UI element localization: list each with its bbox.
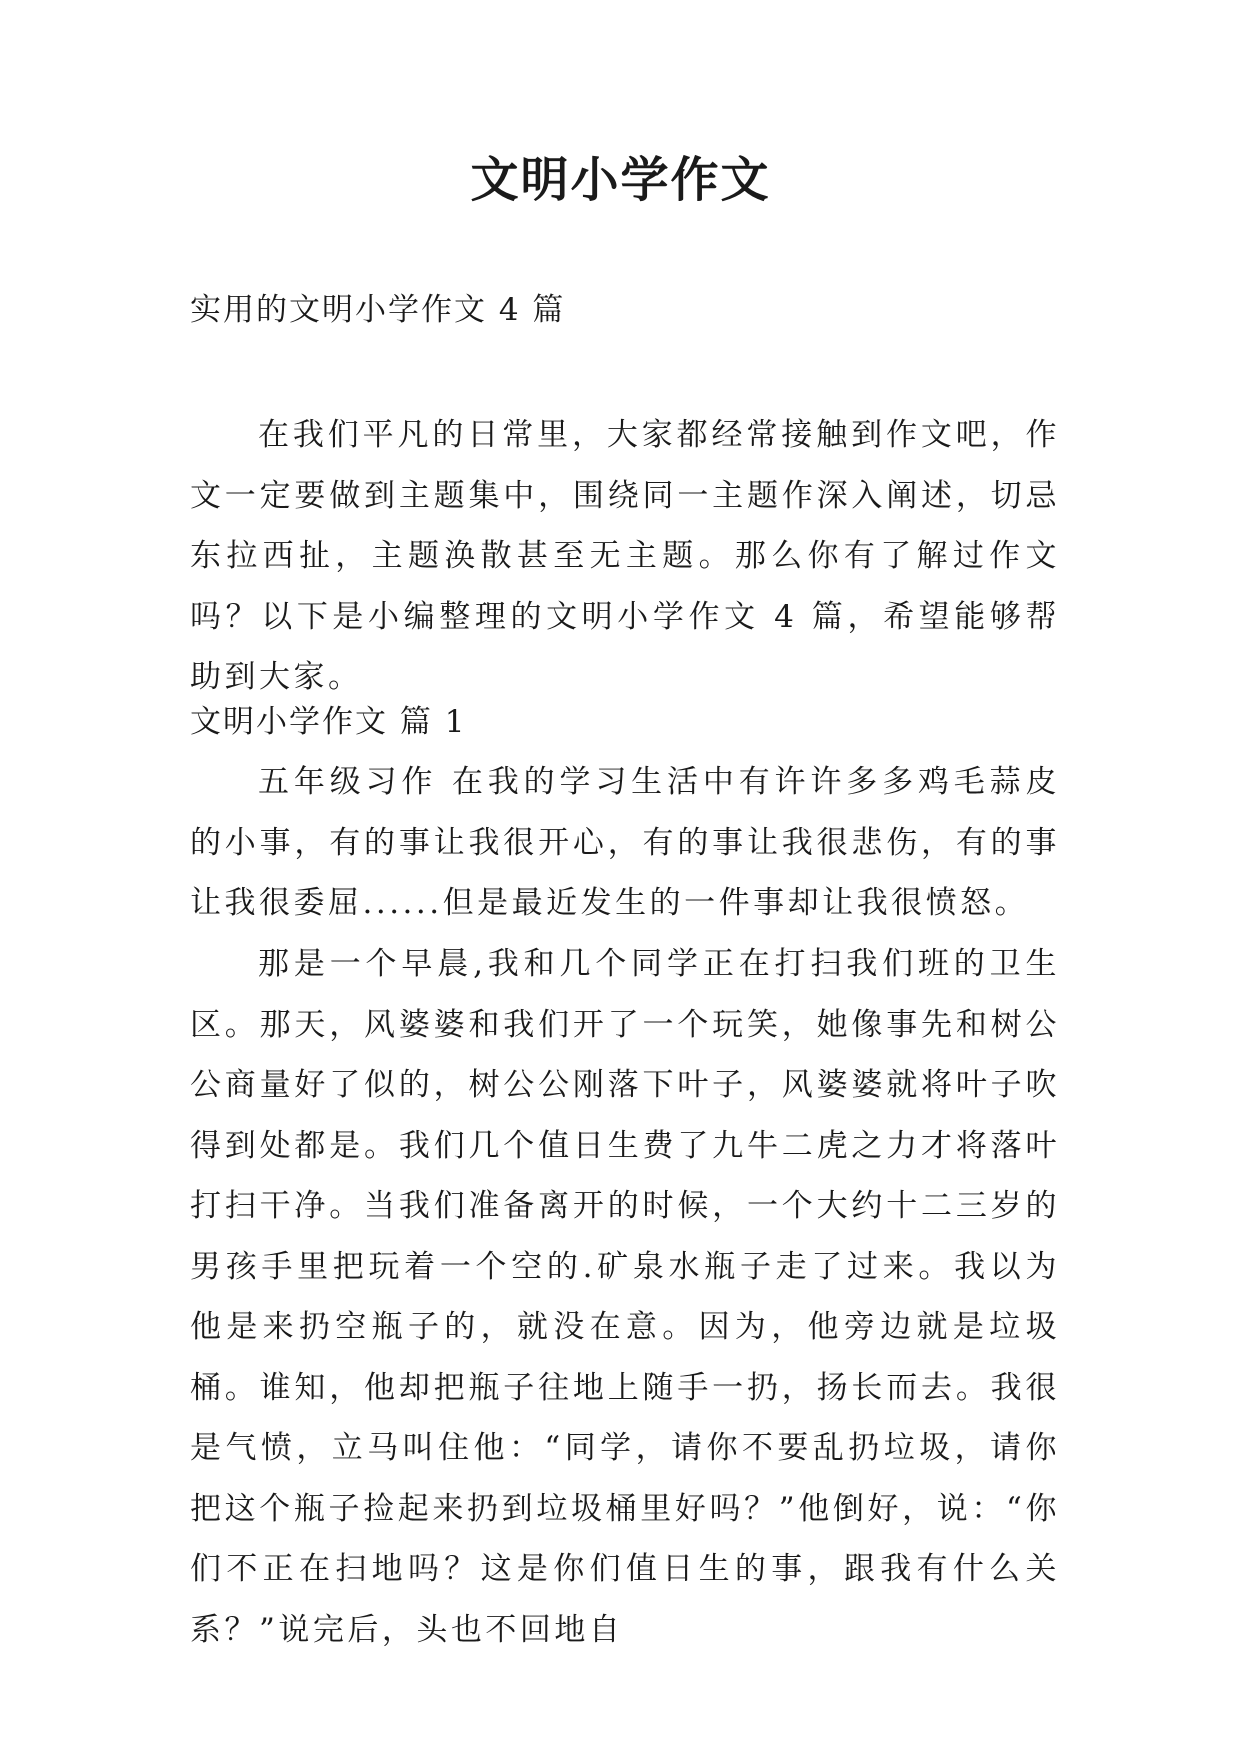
document-subtitle: 实用的文明小学作文 4 篇 <box>190 292 566 328</box>
document-title: 文明小学作文 <box>470 152 771 208</box>
intro-paragraph: 在我们平凡的日常里，大家都经常接触到作文吧，作文一定要做到主题集中，围绕同一主题作深入阐述，切忌东拉西扯，主题涣散甚至无主题。那么你有了解过作文吗？以下是小编整理的文明小学作文 4 篇，希望能够帮助到大家。 <box>190 417 1060 695</box>
body-paragraph-2: 那是一个早晨,我和几个同学正在打扫我们班的卫生区。那天，风婆婆和我们开了一个玩笑，她像事先和树公公商量好了似的，树公公刚落下叶子，风婆婆就将叶子吹得到处都是。我们几个值日生费了九牛二虎之力才将落叶打扫干净。当我们准备离开的时候，一个大约十二三岁的男孩手里把玩着一个空的.矿泉水瓶子走了过来。我以为他是来扔空瓶子的，就没在意。因为，他旁边就是垃圾桶。谁知，他却把瓶子往地上随手一扔，扬长而去。我很是气愤，立马叫住他：“同学，请你不要乱扔垃圾，请你把这个瓶子捡起来扔到垃圾桶里好吗？”他倒好，说：“你们不正在扫地吗？这是你们值日生的事，跟我有什么关系？”说完后，头也不回地自 <box>190 946 1060 1648</box>
body-paragraph-1: 五年级习作 在我的学习生活中有许许多多鸡毛蒜皮的小事，有的事让我很开心，有的事让我很悲伤，有的事让我很委屈......但是最近发生的一件事却让我很愤怒。 <box>190 764 1060 921</box>
section-heading: 文明小学作文 篇 1 <box>190 704 467 740</box>
